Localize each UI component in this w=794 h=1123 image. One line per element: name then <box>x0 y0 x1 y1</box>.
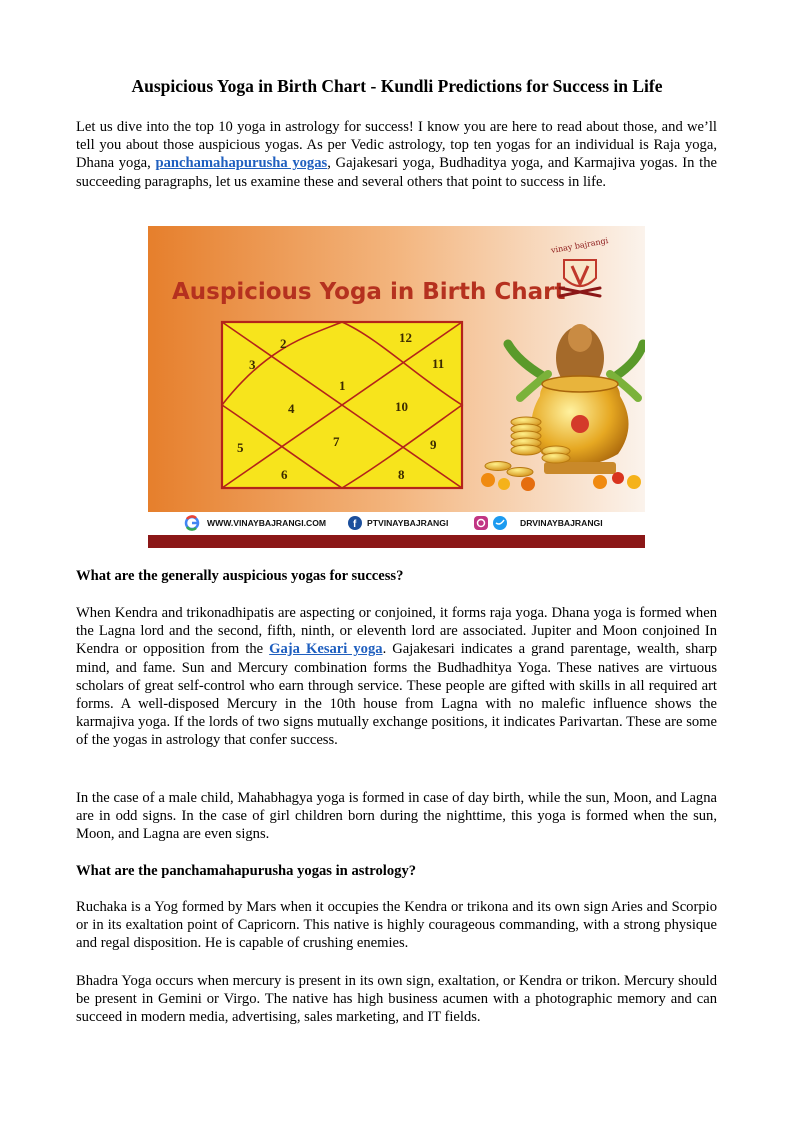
section1-paragraph-2: In the case of a male child, Mahabhagya yoga is formed in case of day birth, while the sun, Moon, and Lagna are in odd signs. In the case of girl children born during the nighttime, this yoga is formed when the sun, Moon, and Lagna are even signs. <box>76 790 717 843</box>
house-12: 12 <box>399 330 412 345</box>
banner-bottom-bar <box>148 535 645 548</box>
house-10: 10 <box>395 399 408 414</box>
section1-text-1: When Kendra and trikonadhipatis are aspecting or conjoined, it forms raja yoga. Dhana yoga is formed when the Lagna lord and the second, fifth, ninth, or eleventh lord are associated. Jupiter and Moon conjoined In Kendra or opposition from the <box>76 605 717 658</box>
house-4: 4 <box>288 401 295 416</box>
house-11: 11 <box>432 356 445 371</box>
house-2: 2 <box>280 336 287 351</box>
logo-text: vinay bajrangi <box>550 236 609 255</box>
svg-text:f: f <box>353 519 357 530</box>
section1-heading: What are the generally auspicious yogas for success? <box>76 568 404 584</box>
house-5: 5 <box>237 440 244 455</box>
panchamahapurusha-yogas-link[interactable]: panchamahapurusha yogas <box>155 155 328 172</box>
section1-text-2: . Gajakesari indicates a grand parentage, wealth, sharp mind, and fame. Sun and Mercury combination forms the Budhadhitya Yoga. These natives are virtuous scholars of great self-control who earn through service. These people are gifted with skills in all required art forms. A well-disposed Mercury in the 10th house from Lagna with no malefic influence shows the karmajiva yoga. If the lords of two signs mutually exchange positions, it indicates Parivartan. These are some of the yogas in astrology that confer success. <box>76 641 717 749</box>
intro-text-2: , Gajakesari yoga, Budhaditya yoga, and Karmajiva yogas. In the succeeding paragraphs, let us examine these and several others that point to success in life. <box>76 155 717 190</box>
social-handle: DRVINAYBAJRANGI <box>520 518 603 528</box>
section1-paragraph-1 <box>76 604 717 750</box>
section2-heading: What are the panchamahapurusha yogas in astrology? <box>76 863 417 879</box>
section2-paragraph-2: Bhadra Yoga occurs when mercury is present in its own sign, exaltation, or Kendra or trikon. Mercury should be present in Gemini or Virgo. The native has high business acumen with a photographic memory and can succeed in modern media, advertising, sales marketing, and IT fields. <box>76 973 717 1026</box>
house-6: 6 <box>281 467 288 482</box>
twitter-icon <box>493 516 507 530</box>
intro-paragraph <box>76 118 717 191</box>
section2-paragraph-1: Ruchaka is a Yog formed by Mars when it occupies the Kendra or trikona and its own sign Aries and Scorpio or in its exaltation point of Capricorn. This native is highly courageous commanding, with a strong physique and regal disposition. He is capable of crushing enemies. <box>76 899 717 952</box>
house-1: 1 <box>339 378 346 393</box>
facebook-icon <box>348 516 362 530</box>
banner-title: Auspicious Yoga in Birth Chart <box>172 279 566 305</box>
house-7: 7 <box>333 434 340 449</box>
house-8: 8 <box>398 467 405 482</box>
facebook-handle: PTVINAYBAJRANGI <box>367 518 449 528</box>
kundli-chart <box>222 322 462 488</box>
website-text: WWW.VINAYBAJRANGI.COM <box>207 518 327 528</box>
house-3: 3 <box>249 357 256 372</box>
instagram-icon <box>474 516 488 530</box>
page-title: Auspicious Yoga in Birth Chart - Kundli Predictions for Success in Life <box>131 76 663 96</box>
house-9: 9 <box>430 437 437 452</box>
intro-text-1: Let us dive into the top 10 yoga in astrology for success! I know you are here to read about those, and we’ll tell you about those auspicious yogas. As per Vedic astrology, top ten yogas for an individual is Raja yoga, Dhana yoga, <box>76 119 717 172</box>
banner-image <box>148 226 645 548</box>
gaja-kesari-yoga-link[interactable]: Gaja Kesari yoga <box>269 641 383 658</box>
